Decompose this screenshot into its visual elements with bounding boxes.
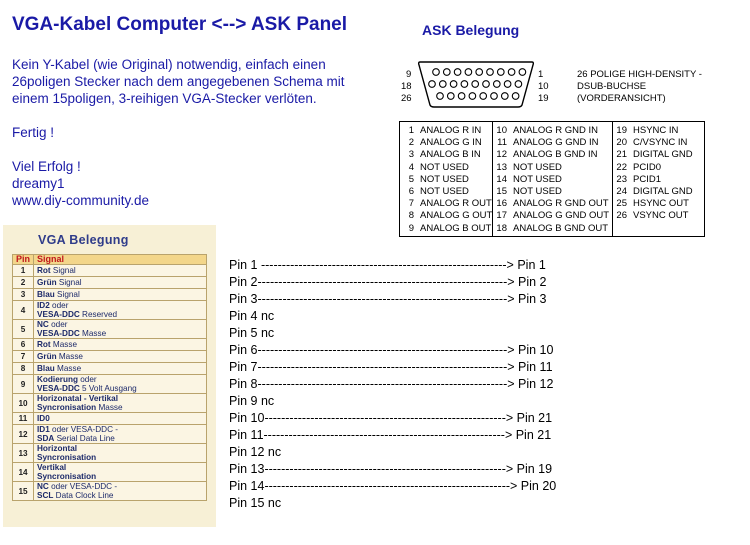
vga-pin-number: 6 <box>13 339 34 351</box>
mapping-line: Pin 12 nc <box>229 445 282 459</box>
ask-pin-row <box>495 149 609 161</box>
vga-pin-signal: Horizontal Syncronisation <box>34 444 207 463</box>
mapping-line: Pin 2------------------------------------------------------------> Pin 2 <box>229 275 547 289</box>
connector-left-label: 26 <box>401 93 412 104</box>
ask-pin-signal: NOT USED <box>420 161 469 173</box>
ask-pin-signal: ANALOG R GND OUT <box>513 198 609 210</box>
ask-pin-number: 12 <box>496 149 507 161</box>
connector-right-label: 19 <box>538 93 549 104</box>
vga-table-row <box>13 339 207 351</box>
ask-pin-number: 2 <box>408 137 414 149</box>
ask-pin-number: 13 <box>496 161 507 173</box>
vga-header-pin: Pin <box>13 255 34 265</box>
mapping-line: Pin 11----------------------------------------------------------> Pin 21 <box>229 428 552 442</box>
pin-mapping-list <box>229 257 556 512</box>
connector-pin <box>465 69 472 76</box>
ask-pin-number: 10 <box>496 125 507 136</box>
ask-pin-number: 5 <box>408 173 414 185</box>
vga-table-row <box>13 482 207 501</box>
vga-header-signal: Signal <box>34 255 207 265</box>
ask-pin-signal: ANALOG R GND IN <box>513 125 598 136</box>
done-text: Fertig ! <box>12 125 55 140</box>
vga-table-row <box>13 463 207 482</box>
ask-pin-row <box>495 174 609 186</box>
website-text: www.diy-community.de <box>12 193 150 208</box>
ask-pin-row <box>615 186 693 198</box>
mapping-line: Pin 6------------------------------------------------------------> Pin 10 <box>229 343 554 357</box>
connector-pin <box>515 81 522 88</box>
vga-table-row <box>13 277 207 289</box>
vga-pin-number: 9 <box>13 375 34 394</box>
connector-right-label: 1 <box>538 69 544 80</box>
connector-pin <box>508 69 515 76</box>
connector-pin <box>458 93 465 100</box>
vga-pin-signal: Rot Masse <box>34 339 207 351</box>
ask-pin-signal: ANALOG G GND OUT <box>513 210 610 222</box>
vga-pin-signal: Grün Masse <box>34 351 207 363</box>
ask-pin-number: 17 <box>496 210 507 222</box>
ask-pin-number: 3 <box>408 149 414 161</box>
connector-pin <box>480 93 487 100</box>
connector-right-label: 10 <box>538 81 549 92</box>
ask-pin-number: 8 <box>408 210 414 222</box>
ask-pin-signal: NOT USED <box>513 185 562 197</box>
vga-pin-signal: Horizonatal - Vertikal Syncronisation Masse <box>34 394 207 413</box>
connector-pin <box>454 69 461 76</box>
vga-table-row <box>13 301 207 320</box>
ask-pin-number: 24 <box>616 185 627 197</box>
connector-pin <box>461 81 468 88</box>
connector-pin <box>512 93 519 100</box>
ask-pin-row <box>402 149 492 161</box>
vga-pin-number: 11 <box>13 413 34 425</box>
ask-pin-number: 25 <box>616 198 627 210</box>
vga-pin-table <box>12 254 207 501</box>
ask-pin-row <box>495 198 609 210</box>
ask-pin-row <box>615 149 693 161</box>
vga-pin-number: 7 <box>13 351 34 363</box>
mapping-line: Pin 3------------------------------------------------------------> Pin 3 <box>229 292 547 306</box>
ask-pin-signal: NOT USED <box>513 173 562 185</box>
ask-pin-signal: PCID0 <box>633 161 661 173</box>
ask-pin-number: 16 <box>496 198 507 210</box>
connector-pin <box>487 69 494 76</box>
ask-pin-number: 14 <box>496 173 507 185</box>
ask-pin-number: 7 <box>408 198 414 210</box>
vga-pin-number: 2 <box>13 277 34 289</box>
ask-pin-row <box>615 137 693 149</box>
ask-pin-row <box>615 125 693 137</box>
vga-heading: VGA Belegung <box>38 233 129 247</box>
vga-pin-signal: ID0 <box>34 413 207 425</box>
ask-pin-row <box>402 186 492 198</box>
mapping-line: Pin 5 nc <box>229 326 275 340</box>
connector-pin <box>494 81 501 88</box>
connector-pin <box>440 81 447 88</box>
vga-pin-signal: Grün Signal <box>34 277 207 289</box>
connector-pin <box>450 81 457 88</box>
ask-pin-number: 11 <box>497 137 507 149</box>
mapping-line: Pin 10----------------------------------------------------------> Pin 21 <box>229 411 553 425</box>
vga-pin-signal: Blau Signal <box>34 289 207 301</box>
vga-table-row <box>13 265 207 277</box>
connector-pin <box>433 69 440 76</box>
connector-pin <box>504 81 511 88</box>
ask-pin-row <box>495 125 609 137</box>
connector-pin <box>472 81 479 88</box>
ask-pin-row <box>615 174 693 186</box>
connector-pin <box>444 69 451 76</box>
ask-column-2 <box>495 125 609 235</box>
mapping-line: Pin 7------------------------------------------------------------> Pin 11 <box>229 360 553 374</box>
vga-pin-number: 4 <box>13 301 34 320</box>
connector-pin <box>498 69 505 76</box>
vga-pin-number: 12 <box>13 425 34 444</box>
ask-pin-signal: C/VSYNC IN <box>633 137 688 149</box>
ask-pin-row <box>402 210 492 222</box>
vga-pin-signal: Vertikal Syncronisation <box>34 463 207 482</box>
ask-pin-number: 6 <box>408 185 414 197</box>
ask-pin-signal: ANALOG G GND IN <box>513 137 599 149</box>
ask-pin-number: 18 <box>496 222 507 234</box>
ask-pin-row <box>495 137 609 149</box>
vga-pin-number: 3 <box>13 289 34 301</box>
ask-pin-signal: ANALOG G OUT <box>420 210 493 222</box>
vga-table-row <box>13 320 207 339</box>
connector-pin <box>483 81 490 88</box>
ask-pin-row <box>402 174 492 186</box>
connector-pin <box>476 69 483 76</box>
vga-pin-signal: Blau Masse <box>34 363 207 375</box>
vga-pin-signal: ID1 oder VESA-DDC - SDA Serial Data Line <box>34 425 207 444</box>
connector-pin <box>469 93 476 100</box>
vga-pin-number: 8 <box>13 363 34 375</box>
ask-pin-number: 20 <box>616 137 627 149</box>
ask-pin-number: 19 <box>616 125 627 136</box>
intro-line-2: 26poligen Stecker nach dem angegebenen Schema mit <box>12 74 345 89</box>
dsub-26-connector-icon <box>416 59 536 110</box>
ask-pin-row <box>402 162 492 174</box>
good-luck-text: Viel Erfolg ! <box>12 159 81 174</box>
vga-pin-signal: ID2 oder VESA-DDC Reserved <box>34 301 207 320</box>
ask-pin-row <box>402 137 492 149</box>
vga-table-row <box>13 413 207 425</box>
vga-pin-signal: NC oder VESA-DDC Masse <box>34 320 207 339</box>
ask-pin-signal: ANALOG B IN <box>420 149 481 161</box>
ask-column-3 <box>615 125 693 223</box>
ask-column-1 <box>402 125 492 235</box>
ask-pin-number: 15 <box>496 185 507 197</box>
vga-table-row <box>13 289 207 301</box>
mapping-line: Pin 1 -----------------------------------------------------------> Pin 1 <box>229 258 546 272</box>
intro-line-1: Kein Y-Kabel (wie Original) notwendig, einfach einen <box>12 57 326 72</box>
vga-pin-number: 1 <box>13 265 34 277</box>
ask-title: ASK Belegung <box>422 22 520 38</box>
vga-table-row <box>13 363 207 375</box>
ask-pin-signal: HSYNC IN <box>633 125 679 136</box>
vga-table-row <box>13 444 207 463</box>
mapping-line: Pin 9 nc <box>229 394 275 408</box>
connector-left-label: 9 <box>406 69 412 80</box>
connector-left-label: 18 <box>401 81 412 92</box>
ask-pin-signal: NOT USED <box>420 173 469 185</box>
ask-pin-row <box>495 223 609 235</box>
vga-pin-number: 13 <box>13 444 34 463</box>
ask-pin-signal: HSYNC OUT <box>633 198 689 210</box>
connector-pin <box>519 69 526 76</box>
ask-pin-number: 26 <box>616 210 627 222</box>
mapping-line: Pin 8------------------------------------------------------------> Pin 12 <box>229 377 554 391</box>
ask-pin-number: 22 <box>616 161 627 173</box>
ask-pin-row <box>402 198 492 210</box>
mapping-line: Pin 4 nc <box>229 309 275 323</box>
vga-table-row <box>13 425 207 444</box>
ask-pin-number: 23 <box>616 173 627 185</box>
connector-description: DSUB-BUCHSE <box>577 81 647 92</box>
vga-table-row <box>13 351 207 363</box>
connector-description: 26 POLIGE HIGH-DENSITY - <box>577 69 702 80</box>
page-title: VGA-Kabel Computer <--> ASK Panel <box>12 14 348 35</box>
ask-pin-row <box>615 198 693 210</box>
vga-pin-number: 10 <box>13 394 34 413</box>
ask-pin-number: 1 <box>408 125 414 136</box>
ask-pin-signal: ANALOG B GND IN <box>513 149 598 161</box>
ask-pin-row <box>495 210 609 222</box>
ask-pin-table <box>399 121 705 237</box>
vga-pin-signal: Kodierung oder VESA-DDC 5 Volt Ausgang <box>34 375 207 394</box>
connector-pin <box>502 93 509 100</box>
vga-pin-number: 5 <box>13 320 34 339</box>
ask-pin-signal: ANALOG R IN <box>420 125 482 136</box>
connector-description: (VORDERANSICHT) <box>577 93 666 104</box>
ask-pin-number: 4 <box>408 161 414 173</box>
connector-pin <box>429 81 436 88</box>
ask-pin-row <box>615 210 693 222</box>
vga-table-row <box>13 394 207 413</box>
vga-pin-number: 15 <box>13 482 34 501</box>
ask-pin-signal: ANALOG B OUT <box>420 222 492 234</box>
ask-pin-signal: ANALOG G IN <box>420 137 482 149</box>
ask-pin-signal: NOT USED <box>513 161 562 173</box>
ask-pin-signal: VSYNC OUT <box>633 210 689 222</box>
author-name: dreamy1 <box>12 176 65 191</box>
ask-pin-row <box>495 162 609 174</box>
vga-pin-signal: Rot Signal <box>34 265 207 277</box>
ask-pin-signal: DIGITAL GND <box>633 149 693 161</box>
vga-table-row <box>13 375 207 394</box>
vga-pin-signal: NC oder VESA-DDC - SCL Data Clock Line <box>34 482 207 501</box>
mapping-line: Pin 15 nc <box>229 496 282 510</box>
mapping-line: Pin 13----------------------------------------------------------> Pin 19 <box>229 462 553 476</box>
ask-pin-number: 21 <box>616 149 627 161</box>
ask-pin-row <box>402 125 492 137</box>
ask-pin-signal: PCID1 <box>633 173 661 185</box>
ask-pin-number: 9 <box>408 222 414 234</box>
connector-pin <box>437 93 444 100</box>
ask-pin-signal: ANALOG R OUT <box>420 198 492 210</box>
ask-pin-signal: DIGITAL GND <box>633 185 693 197</box>
intro-line-3: einem 15poligen, 3-reihigen VGA-Stecker verlöten. <box>12 91 317 106</box>
mapping-line: Pin 14-----------------------------------------------------------> Pin 20 <box>229 479 557 493</box>
connector-pin <box>491 93 498 100</box>
ask-pin-row <box>495 186 609 198</box>
vga-pin-number: 14 <box>13 463 34 482</box>
ask-pin-row <box>402 223 492 235</box>
ask-pin-row <box>615 162 693 174</box>
connector-pin <box>448 93 455 100</box>
ask-pin-signal: ANALOG B GND OUT <box>513 222 609 234</box>
ask-pin-signal: NOT USED <box>420 185 469 197</box>
